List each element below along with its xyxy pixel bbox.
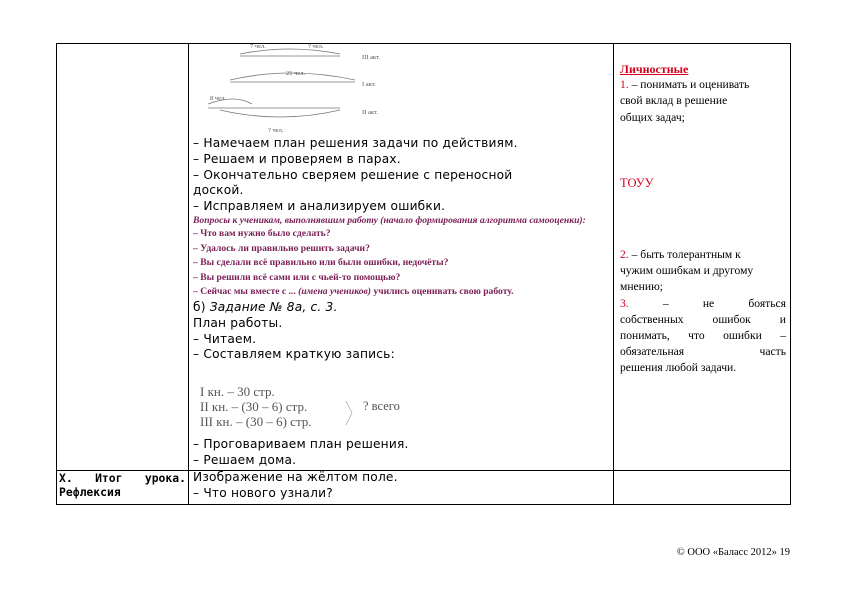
question-line: – Вы решили всё сами или с чьей-то помощью? [193,271,401,283]
question-line: – Что вам нужно было сделать? [193,228,331,240]
step-line: – Исправляем и анализируем ошибки. [193,199,446,214]
point-2-cont: мнению; [620,280,663,294]
reflection-line: – Что нового узнали? [193,485,333,500]
step-line: – Намечаем план решения задачи по действиям. [193,136,518,150]
brace-icon [344,399,358,427]
task-label: Задание № 8а, с. 3. [209,299,338,314]
page-footer: © ООО «Баласс 2012» 19 [676,547,790,558]
stage-word-uroka: урока. [144,471,186,485]
reflection-cell [193,470,611,502]
question-line: – Удалось ли правильно решить задачи? [193,242,370,254]
point-3-cont: обязательная часть [620,345,786,359]
point-2 [620,247,786,263]
table-col-divider-2 [613,43,614,505]
point-number: 3. [620,296,629,310]
record-total: ? всего [363,399,400,413]
stage-number: X. [59,471,73,485]
step-line: – Окончательно сверяем решение с переносной [193,167,513,182]
table-bottom-border [56,504,791,505]
stage-cell [59,471,186,499]
record-line: I кн. – 30 стр. [200,384,275,399]
question-last-end: учились оценивать свою работу. [371,286,514,298]
diagram-label: 8 чел. [210,95,226,102]
plan-line: – Составляем краткую запись: [193,347,395,362]
student-names-placeholder: (имена учеников) [298,286,371,298]
segment-diagram [190,42,405,138]
step-line: – Решаем и проверяем в парах. [193,151,401,166]
point-2-cont: чужим ошибкам и другому [620,264,754,278]
diagram-label: 21 чел. [286,70,306,77]
task-prefix: б) [193,299,210,314]
point-3-cont: решения любой задачи. [620,361,737,375]
step-line: – Проговариваем план решения. [193,437,409,451]
record-line: II кн. – (30 – 6) стр. [200,399,308,414]
table-right-border [790,43,791,505]
question-line: – Вы сделали всё правильно или были ошибки, недочёты? [193,257,449,269]
stage-title-line [59,471,186,485]
step-line: – Решаем дома. [193,452,297,467]
stage-word-itog: Итог [95,471,123,485]
point-text: – быть толерантным к [628,248,741,262]
task-line [193,300,611,316]
diagram-label: ? чел. [308,43,324,50]
personal-heading: Личностные [620,62,689,76]
point-1-cont: общих задач; [620,110,685,124]
table-top-border [56,43,791,44]
point-number: 1. [620,78,629,92]
right-cell [620,61,786,377]
table-col-divider-1 [188,43,189,505]
stage-reflection: Рефлексия [59,485,121,499]
plan-line: План работы. [193,315,283,330]
questions-heading: Вопросы к ученикам, выполнявшим работу (начало формирования алгоритма самооценки): [193,214,586,226]
point-3-cont: собственных ошибок и [620,312,786,326]
plan-line: – Читаем. [193,331,257,346]
point-1-cont: свой вклад в решение [620,94,728,108]
point-3 [620,296,786,312]
point-3-cont: понимать, что ошибки – [620,329,786,343]
diagram-label: III акт. [362,54,381,61]
diagram-label: II акт. [362,109,378,116]
middle-cell-main [193,136,611,363]
record-line: III кн. – (30 – 6) стр. [200,414,312,429]
question-line-last [193,285,611,300]
diagram-label: ? чел. [268,127,284,134]
question-last-start: – Сейчас мы вместе с ... [193,286,299,298]
step-line: доской. [193,183,244,198]
point-1 [620,77,786,93]
reflection-line: Изображение на жёлтом поле. [193,470,398,484]
table-left-border [56,43,57,505]
point-text: – не бояться [628,296,786,310]
middle-cell-steps2 [193,437,611,469]
touu-label: ТОУУ [620,175,654,190]
point-number: 2. [620,248,629,262]
point-text: – понимать и оценивать [628,78,750,92]
diagram-label: 7 чел. [250,43,266,50]
diagram-label: I акт. [362,81,376,88]
